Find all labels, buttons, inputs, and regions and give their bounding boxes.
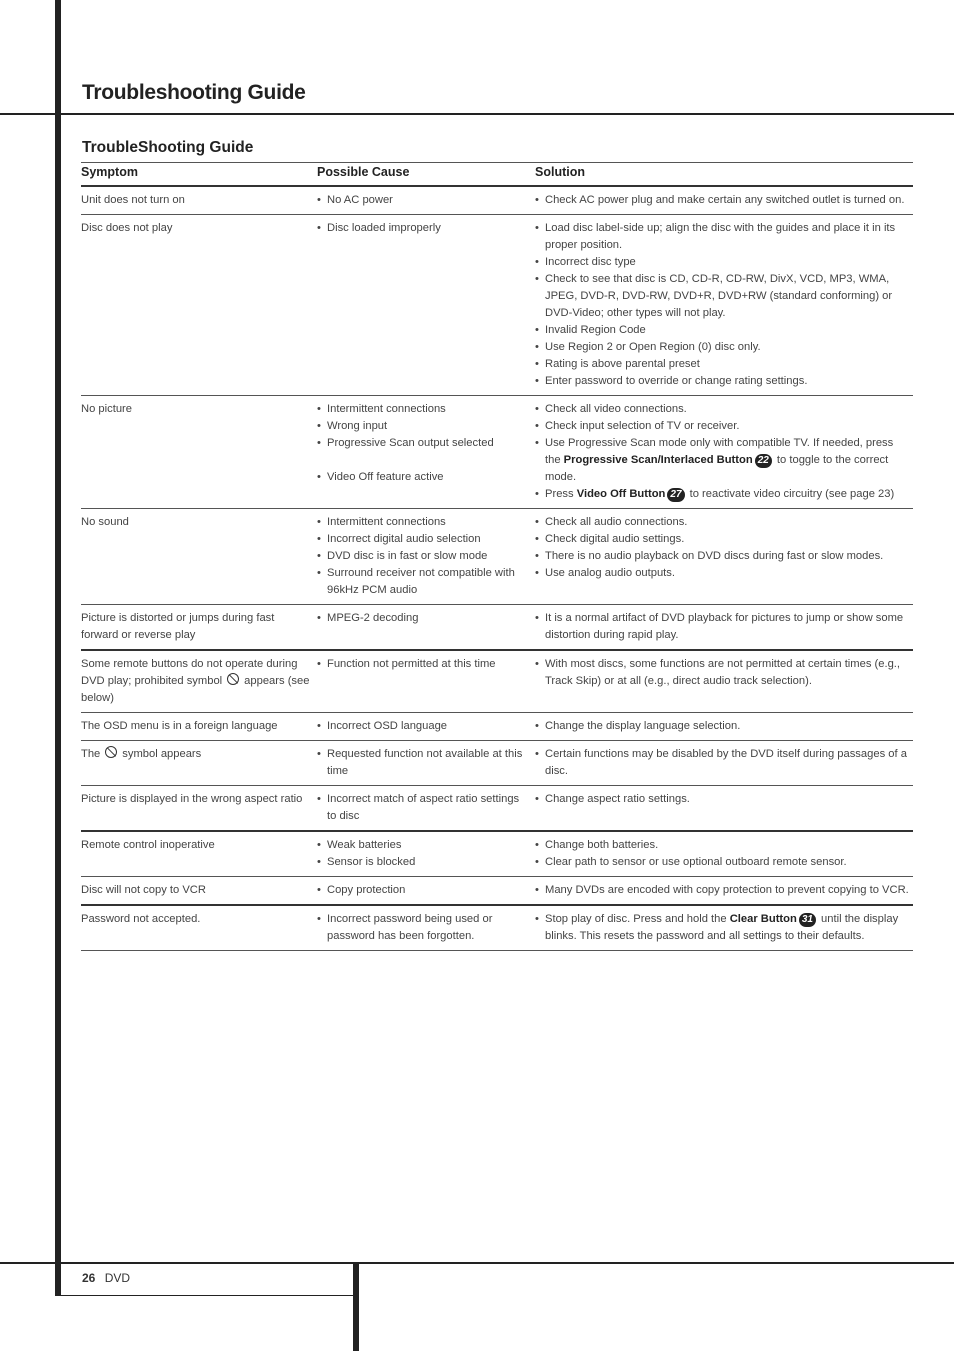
solution-cell [535, 713, 913, 741]
solution-list [535, 192, 909, 209]
cause-item: • Video Off feature active [317, 469, 531, 486]
cause-list [317, 610, 531, 627]
table-row [81, 877, 913, 906]
symptom-cell [81, 877, 317, 906]
solution-list [535, 718, 909, 735]
solution-text: Use Region 2 or Open Region (0) disc only. [545, 341, 761, 353]
solution-item [535, 854, 909, 871]
solution-item [535, 746, 909, 780]
solution-text: Check all audio connections. [545, 516, 688, 528]
cause-list [317, 192, 531, 209]
button-name-text: Clear Button [729, 913, 797, 925]
solution-item [535, 254, 909, 271]
cause-item: • DVD disc is in fast or slow mode [317, 548, 531, 565]
solution-item [535, 356, 909, 373]
solution-text: Check AC power plug and make certain any switched outlet is turned on. [545, 194, 905, 206]
footer-divider-bar [353, 1263, 359, 1351]
solution-item [535, 271, 909, 322]
solution-cell [535, 877, 913, 906]
solution-cell [535, 741, 913, 786]
cause-list [317, 791, 531, 825]
solution-text: until the display blinks. This resets the password and all settings to their defaults. [545, 913, 899, 942]
column-header-cause: Possible Cause [317, 163, 535, 187]
cause-list [317, 220, 531, 237]
solution-text: There is no audio playback on DVD discs during fast or slow modes. [545, 550, 884, 562]
cause-list [317, 911, 531, 945]
cause-item: • Requested function not available at this time [317, 746, 531, 780]
solution-item [535, 322, 909, 339]
table-body [81, 186, 913, 951]
cause-list [317, 882, 531, 899]
cause-list [317, 837, 531, 871]
cause-item: • Incorrect password being used or password has been forgotten. [317, 911, 531, 945]
button-number-badge: 27 [667, 488, 684, 502]
solution-cell [535, 509, 913, 605]
title-rule [0, 113, 954, 115]
solution-list [535, 791, 909, 808]
page-title: Troubleshooting Guide [82, 81, 306, 104]
solution-item [535, 791, 909, 808]
solution-item [535, 610, 909, 644]
cause-cell [317, 831, 535, 877]
solution-item [535, 514, 909, 531]
table-row [81, 215, 913, 396]
cause-list [317, 718, 531, 735]
solution-item [535, 911, 909, 945]
cause-item: • Progressive Scan output selected [317, 435, 531, 452]
cause-item: • Intermittent connections [317, 401, 531, 418]
solution-text: Certain functions may be disabled by the DVD itself during passages of a disc. [545, 748, 907, 777]
table-row [81, 650, 913, 713]
table-row [81, 713, 913, 741]
solution-item [535, 435, 909, 486]
symptom-cell [81, 396, 317, 509]
cause-item: • No AC power [317, 192, 531, 209]
solution-text: Change aspect ratio settings. [545, 793, 690, 805]
cause-cell [317, 741, 535, 786]
solution-cell [535, 650, 913, 713]
prohibited-symbol-icon [227, 673, 239, 685]
symptom-text: Disc does not play [81, 222, 173, 234]
solution-text: It is a normal artifact of DVD playback for pictures to jump or show some distortion during rapid play. [545, 612, 904, 641]
solution-text: Check digital audio settings. [545, 533, 685, 545]
symptom-cell [81, 509, 317, 605]
solution-item [535, 837, 909, 854]
button-name-text: Video Off Button [576, 488, 666, 500]
symptom-text: symbol appears [122, 748, 202, 760]
symptom-text: Disc will not copy to VCR [81, 884, 206, 896]
solution-list [535, 746, 909, 780]
cause-item: • MPEG-2 decoding [317, 610, 531, 627]
solution-item [535, 339, 909, 356]
solution-list [535, 911, 909, 945]
symptom-cell [81, 786, 317, 832]
cause-item: • Copy protection [317, 882, 531, 899]
table-row [81, 186, 913, 215]
solution-item [535, 565, 909, 582]
table-row [81, 741, 913, 786]
symptom-text: Picture is distorted or jumps during fast forward or reverse play [81, 612, 275, 641]
solution-text: Stop play of disc. Press and hold the [545, 913, 730, 925]
solution-list [535, 220, 909, 390]
table-row [81, 905, 913, 951]
column-header-symptom: Symptom [81, 163, 317, 187]
solution-text: Check all video connections. [545, 403, 687, 415]
cause-cell [317, 877, 535, 906]
symptom-text: Unit does not turn on [81, 194, 185, 206]
table-row [81, 509, 913, 605]
solution-list [535, 610, 909, 644]
button-name-text: Progressive Scan/Interlaced Button [563, 454, 753, 466]
cause-cell [317, 650, 535, 713]
solution-list [535, 514, 909, 582]
page-footer [82, 1271, 130, 1285]
solution-text: Incorrect disc type [545, 256, 636, 268]
solution-item [535, 882, 909, 899]
cause-cell [317, 215, 535, 396]
solution-item [535, 192, 909, 209]
cause-item: • Incorrect digital audio selection [317, 531, 531, 548]
cause-list [317, 746, 531, 780]
solution-text: Invalid Region Code [545, 324, 646, 336]
cause-list [317, 656, 531, 673]
table-row [81, 786, 913, 832]
left-margin-bar [55, 0, 61, 1296]
symptom-text: No sound [81, 516, 129, 528]
footer-rule [0, 1262, 954, 1264]
cause-cell [317, 786, 535, 832]
solution-cell [535, 786, 913, 832]
solution-item [535, 548, 909, 565]
symptom-cell [81, 605, 317, 651]
table-header-row [81, 163, 913, 187]
symptom-text: Remote control inoperative [81, 839, 215, 851]
cause-item: • Surround receiver not compatible with 96kHz PCM audio [317, 565, 531, 599]
section-title: TroubleShooting Guide [82, 139, 254, 156]
solution-cell [535, 831, 913, 877]
solution-text: Change the display language selection. [545, 720, 741, 732]
solution-item [535, 656, 909, 690]
symptom-text: Some remote buttons do not operate during DVD play; prohibited symbol [81, 658, 298, 687]
solution-text: Rating is above parental preset [545, 358, 700, 370]
symptom-text: No picture [81, 403, 132, 415]
solution-list [535, 656, 909, 690]
symptom-text: appears (see below) [81, 675, 310, 704]
cause-cell [317, 509, 535, 605]
cause-cell [317, 396, 535, 509]
cause-item: • Weak batteries [317, 837, 531, 854]
troubleshooting-table [81, 162, 913, 951]
table-row [81, 831, 913, 877]
solution-text: Use Progressive Scan mode only with compatible TV. If needed, press the [545, 437, 894, 466]
solution-text: With most discs, some functions are not permitted at certain times (e.g., Track Skip) or at all (e.g., direct audio track selection). [545, 658, 901, 687]
solution-item [535, 220, 909, 254]
symptom-cell [81, 713, 317, 741]
cause-cell [317, 186, 535, 215]
cause-item: • Intermittent connections [317, 514, 531, 531]
cause-cell [317, 605, 535, 651]
symptom-cell [81, 905, 317, 951]
symptom-text: The OSD menu is in a foreign language [81, 720, 278, 732]
solution-item [535, 531, 909, 548]
cause-list [317, 401, 531, 486]
solution-text: Check to see that disc is CD, CD-R, CD-RW, DivX, VCD, MP3, WMA, JPEG, DVD-R, DVD-RW, DVD+R, DVD+RW (standard conforming) or DVD-Video; other types will not play. [545, 273, 893, 319]
solution-text: Use analog audio outputs. [545, 567, 675, 579]
solution-text: Press [545, 488, 577, 500]
page-number: 26 [82, 1271, 96, 1285]
solution-item [535, 718, 909, 735]
cause-item: • Wrong input [317, 418, 531, 435]
solution-text: Many DVDs are encoded with copy protection to prevent copying to VCR. [545, 884, 909, 896]
solution-text: Load disc label-side up; align the disc with the guides and place it in its proper position. [545, 222, 896, 251]
symptom-text: Picture is displayed in the wrong aspect ratio [81, 793, 303, 805]
button-number-badge: 22 [755, 454, 772, 468]
table-row [81, 605, 913, 651]
solution-cell [535, 396, 913, 509]
symptom-cell [81, 741, 317, 786]
solution-cell [535, 215, 913, 396]
solution-cell [535, 186, 913, 215]
solution-cell [535, 905, 913, 951]
solution-list [535, 837, 909, 871]
solution-item [535, 486, 909, 503]
solution-cell [535, 605, 913, 651]
table-row [81, 396, 913, 509]
cause-cell [317, 905, 535, 951]
symptom-cell [81, 650, 317, 713]
solution-text: Change both batteries. [545, 839, 659, 851]
cause-item: • Incorrect match of aspect ratio settings to disc [317, 791, 531, 825]
cause-item: • Incorrect OSD language [317, 718, 531, 735]
footer-underline [61, 1295, 354, 1296]
solution-item [535, 373, 909, 390]
cause-cell [317, 713, 535, 741]
symptom-text: The [81, 748, 101, 760]
solution-item [535, 418, 909, 435]
solution-list [535, 401, 909, 503]
symptom-text: Password not accepted. [81, 913, 201, 925]
cause-list [317, 514, 531, 599]
symptom-cell [81, 215, 317, 396]
cause-item: • Sensor is blocked [317, 854, 531, 871]
prohibited-symbol-icon [105, 746, 117, 758]
button-number-badge: 31 [799, 913, 816, 927]
footer-section-label: DVD [104, 1271, 131, 1285]
symptom-cell [81, 186, 317, 215]
solution-list [535, 882, 909, 899]
solution-text: Check input selection of TV or receiver. [545, 420, 740, 432]
cause-item: • Function not permitted at this time [317, 656, 531, 673]
column-header-solution: Solution [535, 163, 913, 187]
solution-text: to toggle to the correct mode. [545, 454, 889, 483]
solution-text: Enter password to override or change rating settings. [545, 375, 808, 387]
solution-item [535, 401, 909, 418]
solution-text: to reactivate video circuitry (see page 23) [686, 488, 895, 500]
cause-item: • Disc loaded improperly [317, 220, 531, 237]
solution-text: Clear path to sensor or use optional outboard remote sensor. [545, 856, 847, 868]
symptom-cell [81, 831, 317, 877]
